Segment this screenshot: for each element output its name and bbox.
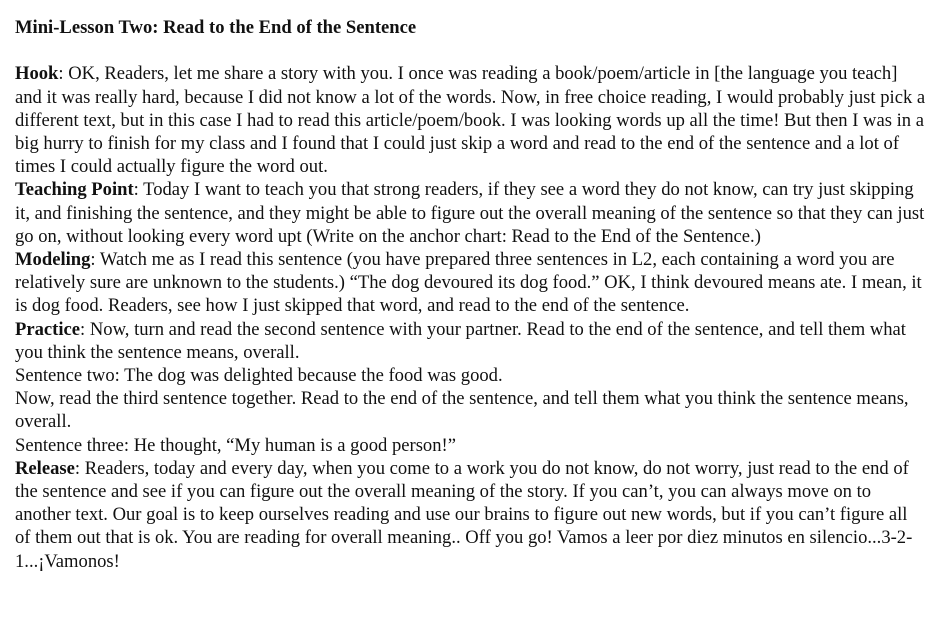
teaching-point-text: : Today I want to teach you that strong readers, if they see a word they do not know, can try just skipping it, and finishing the sentence, and they might be able to figure out the overall meaning of the sentence so that they can just go on, without looking every word upt (Write on the anchor chart: Read to the End of the Sentence.) [15,179,925,247]
hook-label: Hook [15,63,59,85]
teaching-point-label: Teaching Point [15,179,134,201]
modeling-text: : Watch me as I read this sentence (you have prepared three sentences in L2, each containing a word you are relatively sure are unknown to the students.) “The dog devoured its dog food.” OK, I think devoured means ate. I mean, it is dog food. Readers, see how I just skipped that word, and read to the end of the sentence. [15,249,922,317]
modeling-paragraph [15,248,926,318]
spacer [15,39,926,62]
release-label: Release [15,457,75,479]
teaching-point-paragraph [15,178,926,248]
practice-label: Practice [15,318,81,340]
sentence-two: Sentence two: The dog was delighted because the food was good. [15,365,503,387]
third-sentence-instruction: Now, read the third sentence together. Read to the end of the sentence, and tell them what you think the sentence means, overall. [15,388,909,433]
sentence-three: Sentence three: He thought, “My human is a good person!” [15,434,456,456]
practice-text: : Now, turn and read the second sentence with your partner. Read to the end of the sentence, and tell them what you think the sentence means, overall. [15,318,906,363]
lesson-title: Mini-Lesson Two: Read to the End of the Sentence [15,17,417,38]
hook-text: : OK, Readers, let me share a story with you. I once was reading a book/poem/article in [the language you teach] and it was really hard, because I did not know a lot of the words. Now, in free choice reading, I would probably just pick a different text, but in this case I had to read this article/poem/book. I was looking words up all the time! But then I was in a big hurry to finish for my class and I found that I could just skip a word and read to the end of the sentence and a lot of times I could actually figure the word out. [15,63,926,178]
practice-paragraph [15,318,926,364]
hook-paragraph [15,62,926,178]
modeling-label: Modeling [15,249,91,271]
release-text: : Readers, today and every day, when you come to a work you do not know, do not worry, just read to the end of the sentence and see if you can figure out the overall meaning of the story. If you can’t, you can always move on to another text. Our goal is to keep ourselves reading and use our brains to figure out new words, but if you can’t figure all of them out that is ok. You are reading for overall meaning.. Off you go! Vamos a leer por diez minutos en silencio...3-2-1...¡Vamonos! [15,457,913,572]
release-paragraph [15,457,926,573]
